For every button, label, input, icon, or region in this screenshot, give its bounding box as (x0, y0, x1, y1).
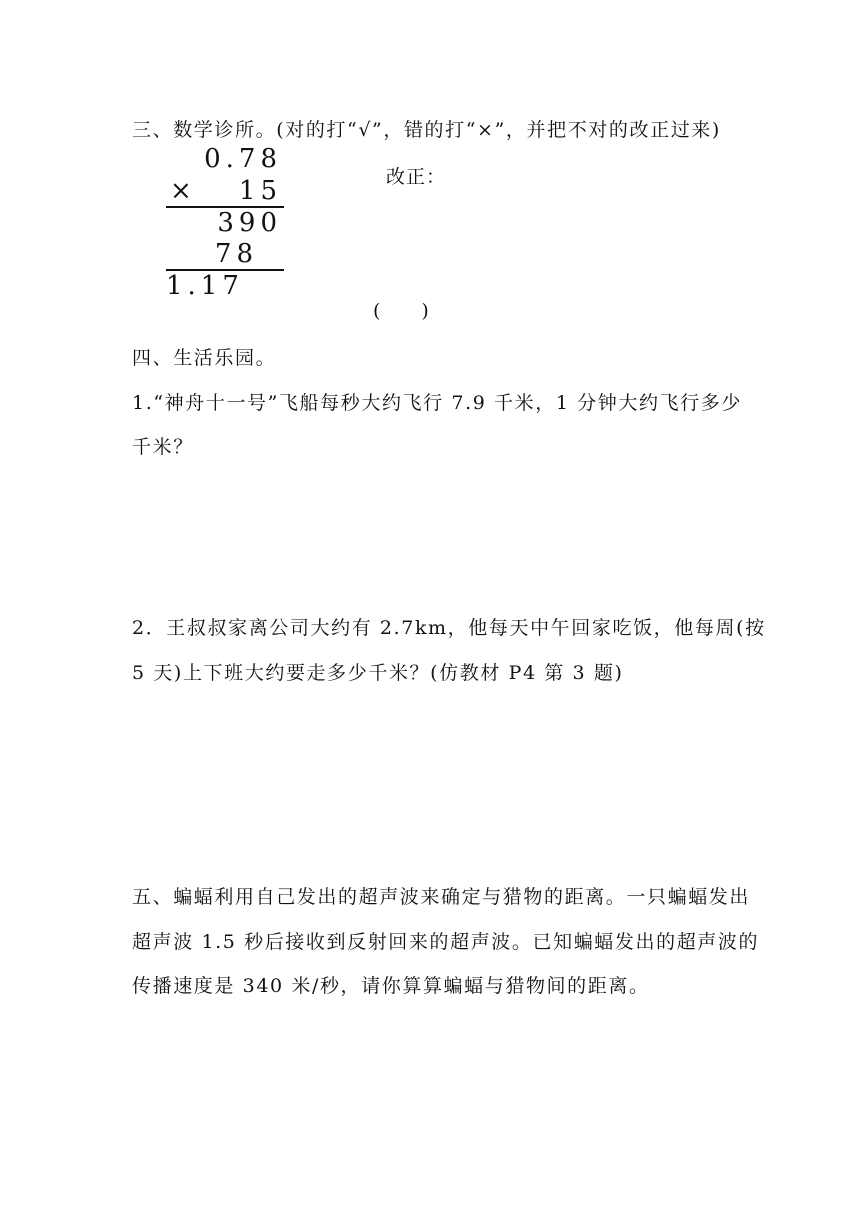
calc-multiplier: 15 (238, 176, 282, 206)
calc-multiplier-sign: × (170, 176, 197, 206)
calc-partial-1: 390 (217, 208, 282, 238)
section4-heading: 四、生活乐园。 (132, 347, 277, 369)
calc-multiplicand: 0.78 (204, 144, 282, 174)
question-1-line-2: 千米？ (132, 436, 194, 458)
correction-label: 改正： (386, 166, 447, 188)
section3-heading: 三、数学诊所。(对的打“√”，错的打“×”，并把不对的改正过来) (132, 119, 721, 141)
question-2-line-1: 2．王叔叔家离公司大约有 2.7km，他每天中午回家吃饭，他每周(按 (132, 617, 766, 639)
section5-line-3: 传播速度是 340 米/秒，请你算算蝙蝠与猎物间的距离。 (132, 975, 650, 997)
section5-line-2: 超声波 1.5 秒后接收到反射回来的超声波。已知蝙蝠发出的超声波的 (132, 931, 760, 953)
question-2-line-2: 5 天)上下班大约要走多少千米？(仿教材 P4 第 3 题) (132, 662, 624, 684)
section5-line-1: 五、蝙蝠利用自己发出的超声波来确定与猎物的距离。一只蝙蝠发出 (132, 886, 751, 908)
calc-result: 1.17 (166, 271, 244, 301)
judgement-blank: ( ) (373, 300, 430, 322)
question-1-line-1: 1.“神舟十一号”飞船每秒大约飞行 7.9 千米，1 分钟大约飞行多少 (132, 392, 742, 414)
calc-partial-2: 78 (214, 239, 258, 269)
